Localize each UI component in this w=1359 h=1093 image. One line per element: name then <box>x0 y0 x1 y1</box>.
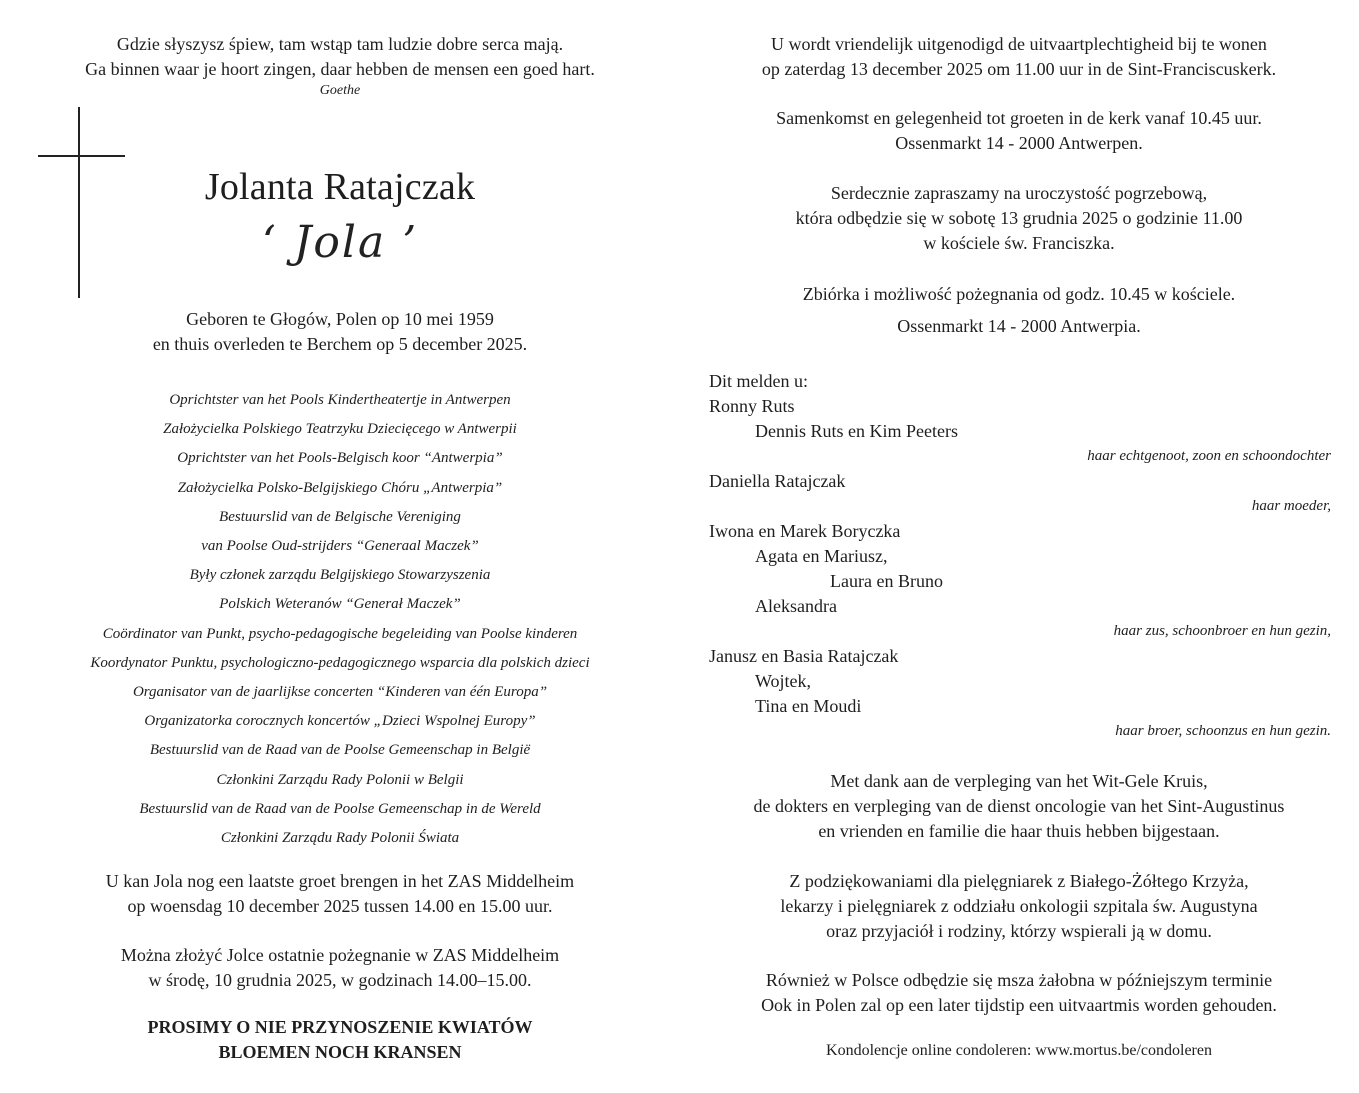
ceremony-meeting-dutch <box>698 106 1340 156</box>
family-member: Agata en Mariusz, <box>755 546 888 566</box>
ceremony-meeting-polish <box>698 282 1340 339</box>
last-greeting-dutch <box>20 869 660 919</box>
thanks-dutch <box>698 769 1340 844</box>
goethe-quote <box>20 32 660 100</box>
roles-list <box>20 386 660 853</box>
no-flowers-notice <box>20 1015 660 1065</box>
thanks-nl-line: en vrienden en familie die haar thuis hebben bijgestaan. <box>818 821 1220 841</box>
ceremony-invitation-polish <box>698 181 1340 256</box>
thanks-pl-line: oraz przyjaciół i rodziny, którzy wspierali ją w domu. <box>826 921 1212 941</box>
no-flowers-polish: PROSIMY O NIE PRZYNOSZENIE KWIATÓW <box>147 1017 533 1037</box>
died-line: en thuis overleden te Berchem op 5 december 2025. <box>152 334 528 354</box>
thanks-nl-line: de dokters en verpleging van de dienst oncologie van het Sint-Augustinus <box>753 796 1285 816</box>
role-item: Bestuurslid van de Raad van de Poolse Gemeenschap in België <box>149 742 531 759</box>
condolences-text: Kondolencje online condoleren: www.mortus.be/condoleren <box>826 1042 1212 1059</box>
mass-polish: Również w Polsce odbędzie się msza żałobna w późniejszym terminie <box>765 970 1273 990</box>
family-member: Ronny Ruts <box>709 396 795 416</box>
role-item: Założycielka Polsko-Belgijskiego Chóru „Antwerpia” <box>177 479 503 496</box>
greeting-nl-line: U kan Jola nog een laatste groet brengen in het ZAS Middelheim <box>105 871 575 891</box>
role-item: Koordynator Punktu, psychologiczno-pedagogicznego wsparcia dla polskich dzieci <box>90 654 590 671</box>
ceremony-invitation-dutch <box>698 32 1340 82</box>
role-item: Organisator van de jaarlijkse concerten “Kinderen van één Europa” <box>132 684 548 701</box>
ceremony-pl-line: która odbędzie się w sobotę 13 grudnia 2025 o godzinie 11.00 <box>795 208 1243 228</box>
ceremony-nl-meet: Samenkomst en gelegenheid tot groeten in de kerk vanaf 10.45 uur. <box>776 108 1262 128</box>
role-item: Oprichtster van het Pools-Belgisch koor “Antwerpia” <box>177 450 503 467</box>
ceremony-pl-line: Serdecznie zapraszamy na uroczystość pogrzebową, <box>830 183 1208 203</box>
role-item: Członkini Zarządu Rady Polonii Świata <box>220 830 460 847</box>
family-member: Wojtek, <box>755 671 812 691</box>
family-member: Tina en Moudi <box>755 696 862 716</box>
family-member: Janusz en Basia Ratajczak <box>709 646 899 666</box>
family-member: Dennis Ruts en Kim Peeters <box>755 421 958 441</box>
ceremony-nl-address: Ossenmarkt 14 - 2000 Antwerpen. <box>895 133 1143 153</box>
thanks-pl-line: lekarzy i pielęgniarek z oddziału onkologii szpitala św. Augustyna <box>780 896 1258 916</box>
family-member: Iwona en Marek Boryczka <box>709 521 901 541</box>
family-member: Laura en Bruno <box>830 571 943 591</box>
quote-polish: Gdzie słyszysz śpiew, tam wstąp tam ludzie dobre serca mają. <box>116 34 564 54</box>
thanks-polish <box>698 869 1340 944</box>
family-relation: haar echtgenoot, zoon en schoondochter <box>1087 448 1331 464</box>
family-announcement <box>709 369 1331 744</box>
mass-dutch: Ook in Polen zal op een later tijdstip een uitvaartmis worden gehouden. <box>761 995 1277 1015</box>
ceremony-nl-line: op zaterdag 13 december 2025 om 11.00 uur in de Sint-Franciscuskerk. <box>761 59 1277 79</box>
role-item: Bestuurslid van de Raad van de Poolse Gemeenschap in de Wereld <box>139 800 541 817</box>
ceremony-pl-address: Ossenmarkt 14 - 2000 Antwerpia. <box>897 316 1141 336</box>
memorial-mass-notice <box>698 968 1340 1018</box>
role-item: Coördinator van Punkt, psycho-pedagogische begeleiding van Poolse kinderen <box>102 625 578 642</box>
role-item: Bestuurslid van de Belgische Vereniging <box>219 508 461 525</box>
greeting-pl-line: Można złożyć Jolce ostatnie pożegnanie w ZAS Middelheim <box>120 945 560 965</box>
role-item: Członkini Zarządu Rady Polonii w Belgii <box>216 771 464 788</box>
ceremony-pl-line: w kościele św. Franciszka. <box>923 233 1115 253</box>
birth-death-info <box>20 307 660 357</box>
family-member: Daniella Ratajczak <box>709 471 846 491</box>
role-item: van Poolse Oud-strijders “Generaal Maczek” <box>201 538 479 555</box>
deceased-nickname: ‘ Jola ’ <box>261 217 419 268</box>
last-greeting-polish <box>20 943 660 993</box>
family-relation: haar broer, schoonzus en hun gezin. <box>1115 723 1331 739</box>
family-relation: haar moeder, <box>1251 498 1331 514</box>
role-item: Były członek zarządu Belgijskiego Stowarzyszenia <box>189 567 491 584</box>
family-member: Aleksandra <box>755 596 837 616</box>
role-item: Polskich Weteranów “Generał Maczek” <box>219 596 461 613</box>
role-item: Założycielka Polskiego Teatrzyku Dziecięcego w Antwerpii <box>163 421 517 438</box>
cross-horizontal-bar <box>38 155 125 157</box>
family-intro: Dit melden u: <box>709 371 808 391</box>
no-flowers-dutch: BLOEMEN NOCH KRANSEN <box>218 1042 462 1062</box>
born-line: Geboren te Głogów, Polen op 10 mei 1959 <box>186 309 494 329</box>
quote-author: Goethe <box>319 83 361 98</box>
family-relation: haar zus, schoonbroer en hun gezin, <box>1113 623 1331 639</box>
greeting-pl-line: w środę, 10 grudnia 2025, w godzinach 14.00–15.00. <box>148 970 532 990</box>
role-item: Organizatorka corocznych koncertów „Dzieci Wspolnej Europy” <box>144 713 536 730</box>
ceremony-pl-meet: Zbiórka i możliwość pożegnania od godz. 10.45 w kościele. <box>802 284 1236 304</box>
thanks-pl-line: Z podziękowaniami dla pielęgniarek z Białego-Żółtego Krzyża, <box>789 871 1249 891</box>
ceremony-nl-line: U wordt vriendelijk uitgenodigd de uitvaartplechtigheid bij te wonen <box>771 34 1267 54</box>
role-item: Oprichtster van het Pools Kindertheatertje in Antwerpen <box>169 392 511 408</box>
quote-dutch: Ga binnen waar je hoort zingen, daar hebben de mensen een goed hart. <box>85 59 595 79</box>
condolences-footer <box>698 1040 1340 1062</box>
greeting-nl-line: op woensdag 10 december 2025 tussen 14.00 en 15.00 uur. <box>127 896 553 916</box>
thanks-nl-line: Met dank aan de verpleging van het Wit-Gele Kruis, <box>830 771 1208 791</box>
deceased-name: Jolanta Ratajczak <box>204 166 476 208</box>
